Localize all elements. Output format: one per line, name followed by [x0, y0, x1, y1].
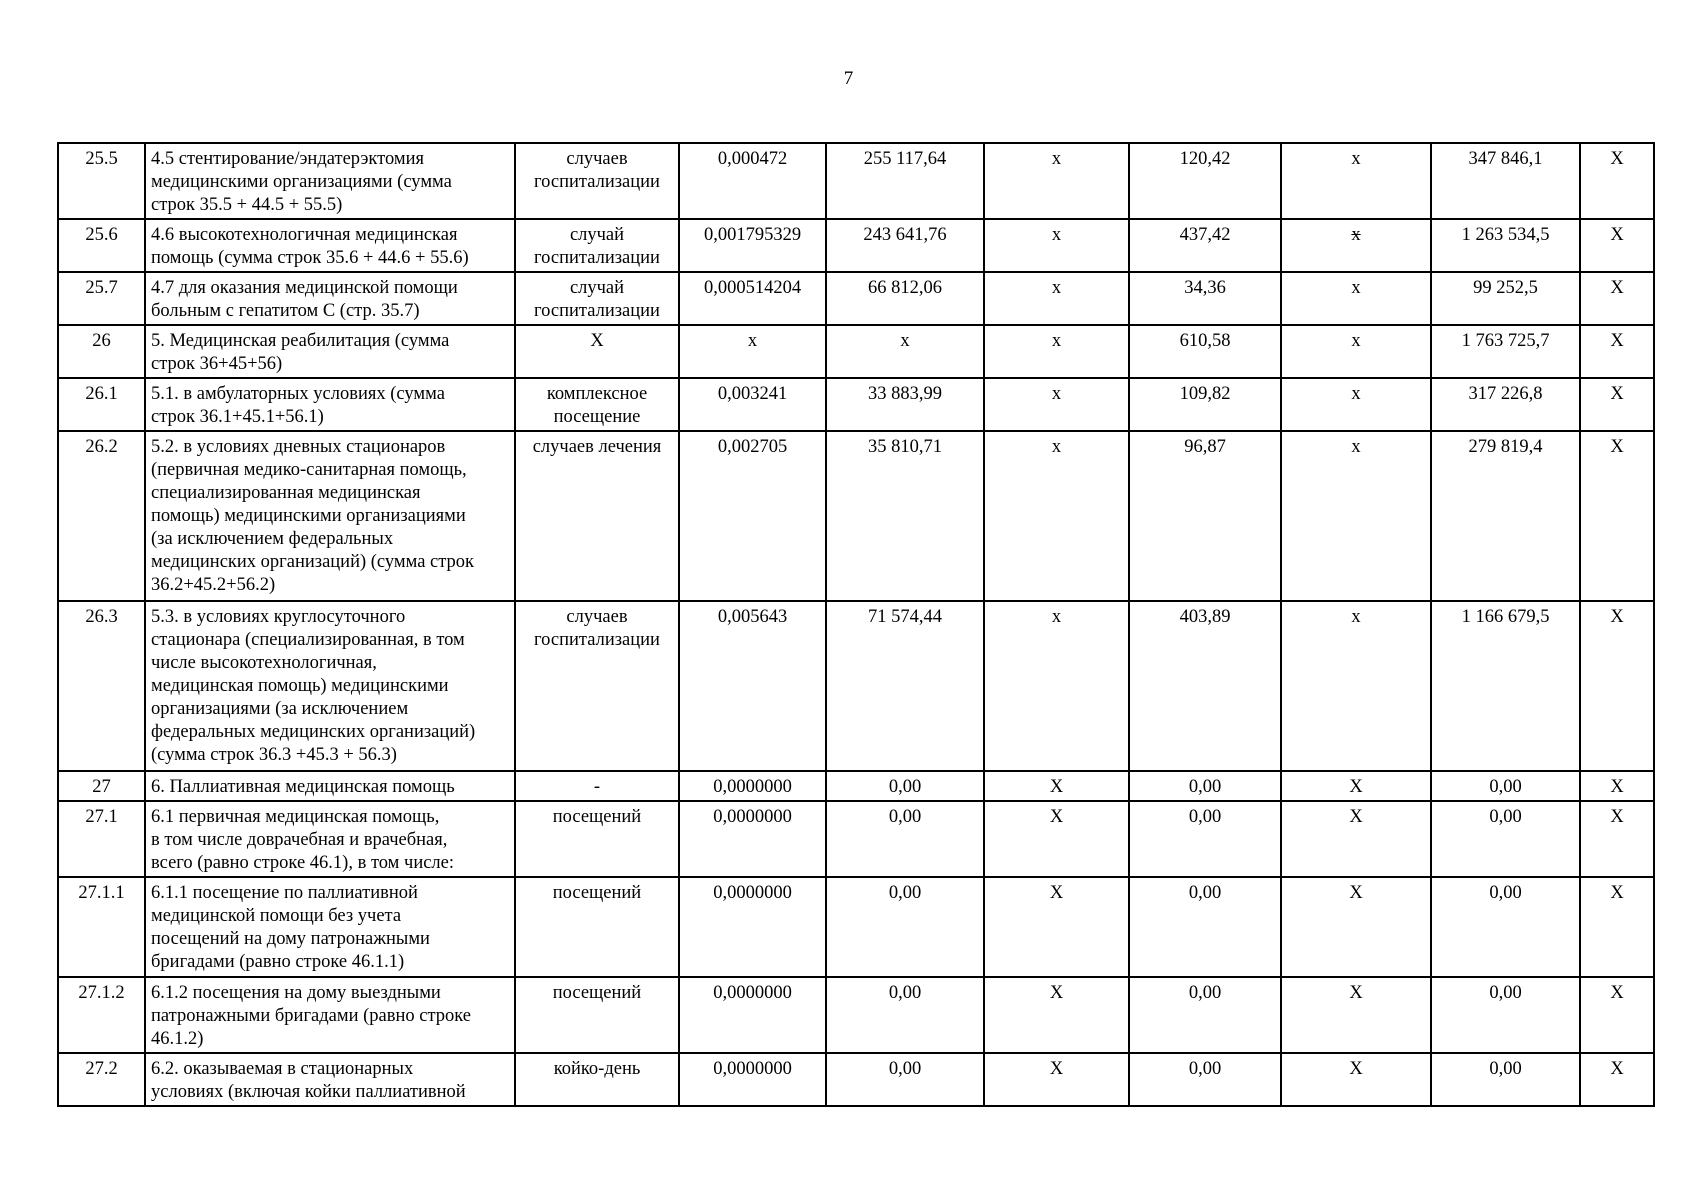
row-number-text: 26	[92, 331, 111, 351]
value-cell	[1281, 378, 1431, 431]
value-text: 0,00	[888, 883, 922, 903]
value-cell	[1281, 801, 1431, 877]
row-number-cell	[58, 431, 145, 601]
value-cell	[1580, 771, 1654, 801]
row-number-text: 26.2	[85, 437, 118, 457]
value-cell	[1580, 325, 1654, 378]
unit-cell	[515, 219, 679, 272]
unit-line: случай	[569, 225, 625, 245]
unit-cell	[515, 431, 679, 601]
value-text: X	[1610, 607, 1624, 627]
value-text: 279 819,4	[1468, 437, 1543, 457]
unit-line: X	[590, 331, 604, 351]
row-number-cell	[58, 143, 145, 219]
value-text: X	[1049, 777, 1064, 797]
value-text: 0,0000000	[713, 807, 792, 827]
value-cell	[826, 431, 984, 601]
value-text: 255 117,64	[863, 149, 947, 169]
value-cell	[984, 801, 1129, 877]
value-cell	[1281, 272, 1431, 325]
value-cell	[1129, 601, 1281, 771]
description-line: патронажными бригадами (равно строке	[151, 1006, 472, 1026]
description-line: всего (равно строке 46.1), в том числе:	[151, 853, 455, 873]
value-cell	[1580, 601, 1654, 771]
value-cell	[1431, 977, 1580, 1053]
row-number-text: 27	[92, 777, 111, 797]
description-line: больным с гепатитом С (стр. 35.7)	[151, 301, 420, 321]
row-number-cell	[58, 877, 145, 977]
value-cell	[1580, 272, 1654, 325]
value-text: 0,00	[1188, 1059, 1222, 1079]
unit-cell	[515, 143, 679, 219]
table-row	[58, 219, 1654, 272]
value-text: 109,82	[1179, 384, 1231, 404]
value-cell	[1129, 325, 1281, 378]
row-number-text: 27.1.1	[78, 883, 125, 903]
value-cell	[679, 877, 826, 977]
value-text: 0,00	[888, 807, 922, 827]
value-cell	[1129, 378, 1281, 431]
value-text: X	[1610, 437, 1624, 457]
value-cell	[1281, 601, 1431, 771]
unit-cell	[515, 771, 679, 801]
description-line: условиях (включая койки паллиативной	[151, 1082, 466, 1102]
value-cell	[679, 801, 826, 877]
value-text: 1 166 679,5	[1461, 607, 1550, 627]
row-number-text: 25.5	[85, 149, 118, 169]
value-cell	[984, 325, 1129, 378]
unit-line: посещение	[553, 407, 641, 427]
value-text: x	[1051, 331, 1062, 351]
description-line: помощь) медицинскими организациями	[151, 506, 466, 526]
description-line: 36.2+45.2+56.2)	[151, 575, 276, 595]
value-text: 96,87	[1184, 437, 1226, 457]
unit-line: случаев	[566, 149, 628, 169]
unit-line: посещений	[552, 983, 642, 1003]
value-text: 0,00	[1489, 883, 1522, 903]
value-cell	[679, 143, 826, 219]
value-text: x	[1051, 225, 1062, 245]
row-number-text: 25.7	[85, 278, 118, 298]
description-cell	[145, 1053, 515, 1106]
value-text: 0,0000000	[713, 983, 792, 1003]
page-number: 7	[843, 68, 854, 89]
value-text: x	[1351, 149, 1361, 169]
value-cell	[1431, 877, 1580, 977]
unit-line: случаев	[566, 607, 628, 627]
value-text: 0,00	[1188, 983, 1222, 1003]
value-text: x	[1351, 331, 1361, 351]
value-text: X	[1610, 225, 1624, 245]
value-cell	[826, 219, 984, 272]
value-text: X	[1349, 777, 1363, 797]
value-text: x	[1051, 149, 1062, 169]
description-cell	[145, 771, 515, 801]
value-text: X	[1610, 384, 1624, 404]
value-text: x	[1351, 225, 1361, 245]
description-cell	[145, 378, 515, 431]
unit-cell	[515, 801, 679, 877]
value-text: X	[1049, 983, 1064, 1003]
value-cell	[984, 601, 1129, 771]
value-text: 0,003241	[717, 384, 788, 404]
value-cell	[1129, 877, 1281, 977]
value-cell	[984, 1053, 1129, 1106]
description-cell	[145, 801, 515, 877]
unit-line: комплексное	[546, 384, 648, 404]
description-line: 5.2. в условиях дневных стационаров	[151, 437, 446, 457]
value-cell	[679, 1053, 826, 1106]
value-text: 1 763 725,7	[1461, 331, 1550, 351]
row-number-text: 26.1	[85, 384, 118, 404]
value-text: 0,00	[1188, 807, 1222, 827]
unit-line: посещений	[552, 883, 642, 903]
description-line: помощь (сумма строк 35.6 + 44.6 + 55.6)	[151, 248, 469, 268]
description-line: 5.1. в амбулаторных условиях (сумма	[151, 384, 445, 404]
value-text: 610,58	[1179, 331, 1231, 351]
value-text: X	[1610, 331, 1624, 351]
value-text: 403,89	[1179, 607, 1231, 627]
unit-line: случай	[569, 278, 625, 298]
value-cell	[826, 877, 984, 977]
table-row	[58, 801, 1654, 877]
row-number-cell	[58, 378, 145, 431]
description-cell	[145, 219, 515, 272]
description-line: строк 36+45+56)	[151, 354, 283, 374]
value-text: X	[1610, 883, 1624, 903]
value-cell	[1580, 977, 1654, 1053]
table-row	[58, 378, 1654, 431]
value-cell	[826, 143, 984, 219]
value-text: x	[1351, 384, 1361, 404]
value-text: 0,00	[888, 777, 922, 797]
value-cell	[1129, 1053, 1281, 1106]
row-number-cell	[58, 801, 145, 877]
table-row	[58, 272, 1654, 325]
description-line: стационара (специализированная, в том	[151, 630, 465, 650]
value-text: X	[1349, 983, 1363, 1003]
value-text: X	[1349, 883, 1363, 903]
description-line: 6.1.2 посещения на дому выездными	[151, 983, 441, 1003]
value-cell	[826, 378, 984, 431]
value-text: 0,0000000	[713, 777, 792, 797]
value-cell	[1431, 801, 1580, 877]
value-text: 66 812,06	[868, 278, 942, 298]
value-cell	[1129, 272, 1281, 325]
unit-line: госпитализации	[534, 248, 660, 268]
description-line: 4.5 стентирование/эндатерэктомия	[151, 149, 425, 169]
unit-line: случаев лечения	[532, 437, 662, 457]
value-text: x	[1051, 384, 1062, 404]
value-cell	[1431, 272, 1580, 325]
value-cell	[1431, 771, 1580, 801]
value-text: X	[1610, 983, 1624, 1003]
unit-cell	[515, 601, 679, 771]
unit-cell	[515, 977, 679, 1053]
value-text: 0,00	[1489, 983, 1522, 1003]
value-cell	[826, 977, 984, 1053]
data-table	[57, 142, 1655, 1107]
value-cell	[1431, 1053, 1580, 1106]
value-text: 347 846,1	[1468, 149, 1543, 169]
description-line: 4.7 для оказания медицинской помощи	[151, 278, 458, 298]
description-line: строк 35.5 + 44.5 + 55.5)	[151, 195, 343, 215]
description-line: 6. Паллиативная медицинская помощь	[151, 777, 455, 797]
table-row	[58, 143, 1654, 219]
row-number-text: 26.3	[85, 607, 118, 627]
value-text: 0,00	[1489, 777, 1522, 797]
value-cell	[984, 378, 1129, 431]
description-line: медицинскими организациями (сумма	[151, 172, 452, 192]
value-text: X	[1349, 807, 1363, 827]
description-cell	[145, 977, 515, 1053]
unit-cell	[515, 325, 679, 378]
value-cell	[1281, 977, 1431, 1053]
value-cell	[1281, 143, 1431, 219]
unit-cell	[515, 378, 679, 431]
description-line: (первичная медико-санитарная помощь,	[151, 460, 467, 480]
value-text: 0,0000000	[713, 1059, 792, 1079]
value-cell	[1431, 431, 1580, 601]
value-cell	[826, 601, 984, 771]
value-cell	[984, 431, 1129, 601]
value-cell	[1129, 977, 1281, 1053]
value-cell	[984, 143, 1129, 219]
value-cell	[1129, 219, 1281, 272]
value-text: 0,001795329	[703, 225, 802, 245]
row-number-cell	[58, 771, 145, 801]
value-text: 0,002705	[717, 437, 788, 457]
value-text: 99 252,5	[1473, 278, 1538, 298]
description-cell	[145, 877, 515, 977]
value-cell	[1281, 771, 1431, 801]
value-text: X	[1610, 807, 1624, 827]
unit-line: посещений	[552, 807, 642, 827]
value-cell	[679, 325, 826, 378]
description-cell	[145, 272, 515, 325]
value-text: x	[747, 331, 758, 351]
value-cell	[1580, 378, 1654, 431]
row-number-cell	[58, 219, 145, 272]
description-line: 5. Медицинская реабилитация (сумма	[151, 331, 450, 351]
description-line: 6.1 первичная медицинская помощь,	[151, 807, 440, 827]
value-text: 33 883,99	[868, 384, 942, 404]
value-text: 437,42	[1179, 225, 1231, 245]
value-cell	[1580, 143, 1654, 219]
value-text: x	[1051, 437, 1062, 457]
value-text: 120,42	[1179, 149, 1231, 169]
value-text: 0,00	[1188, 883, 1222, 903]
description-line: медицинской помощи без учета	[151, 906, 402, 926]
value-cell	[1129, 143, 1281, 219]
value-cell	[1129, 431, 1281, 601]
table-row	[58, 1053, 1654, 1106]
value-text: x	[1351, 437, 1361, 457]
description-line: в том числе доврачебная и врачебная,	[151, 830, 448, 850]
description-line: (за исключением федеральных	[151, 529, 394, 549]
unit-line: госпитализации	[534, 630, 660, 650]
value-text: x	[1051, 607, 1062, 627]
row-number-cell	[58, 325, 145, 378]
value-cell	[1580, 1053, 1654, 1106]
value-cell	[679, 219, 826, 272]
value-cell	[1129, 771, 1281, 801]
value-cell	[679, 272, 826, 325]
value-text: 0,000472	[717, 149, 788, 169]
value-text: 71 574,44	[868, 607, 942, 627]
description-line: организациями (за исключением	[151, 699, 409, 719]
unit-cell	[515, 1053, 679, 1106]
value-cell	[1580, 219, 1654, 272]
value-cell	[984, 877, 1129, 977]
value-text: x	[1051, 278, 1062, 298]
value-cell	[826, 801, 984, 877]
value-text: X	[1049, 883, 1064, 903]
description-cell	[145, 325, 515, 378]
value-cell	[1281, 219, 1431, 272]
value-cell	[826, 272, 984, 325]
row-number-text: 25.6	[85, 225, 118, 245]
row-number-cell	[58, 601, 145, 771]
table-row	[58, 771, 1654, 801]
description-line: медицинских организаций) (сумма строк	[151, 552, 475, 572]
value-text: x	[1351, 278, 1361, 298]
description-line: 46.1.2)	[151, 1029, 204, 1049]
table-row	[58, 325, 1654, 378]
value-text: 0,000514204	[703, 278, 802, 298]
description-line: бригадами (равно строке 46.1.1)	[151, 952, 405, 972]
value-cell	[984, 272, 1129, 325]
value-cell	[679, 977, 826, 1053]
value-text: 0,00	[1489, 807, 1522, 827]
table-row	[58, 877, 1654, 977]
value-text: X	[1349, 1059, 1363, 1079]
value-text: X	[1049, 1059, 1064, 1079]
description-line: специализированная медицинская	[151, 483, 421, 503]
value-text: x	[900, 331, 910, 351]
value-text: X	[1610, 149, 1624, 169]
row-number-text: 27.2	[85, 1059, 118, 1079]
value-text: 34,36	[1184, 278, 1226, 298]
description-cell	[145, 601, 515, 771]
row-number-text: 27.1.2	[78, 983, 125, 1003]
value-text: 0,00	[888, 983, 922, 1003]
row-number-cell	[58, 977, 145, 1053]
value-cell	[679, 378, 826, 431]
value-cell	[1281, 325, 1431, 378]
description-line: строк 36.1+45.1+56.1)	[151, 407, 324, 427]
value-cell	[1431, 219, 1580, 272]
unit-cell	[515, 877, 679, 977]
table-row	[58, 977, 1654, 1053]
value-cell	[826, 325, 984, 378]
value-text: 1 263 534,5	[1461, 225, 1550, 245]
description-cell	[145, 143, 515, 219]
value-cell	[1431, 378, 1580, 431]
value-text: 0,005643	[717, 607, 788, 627]
value-cell	[1580, 801, 1654, 877]
value-cell	[1431, 143, 1580, 219]
value-cell	[1580, 877, 1654, 977]
unit-line: -	[593, 777, 601, 797]
unit-cell	[515, 272, 679, 325]
description-line: посещений на дому патронажными	[151, 929, 430, 949]
table-row	[58, 431, 1654, 601]
table-row	[58, 601, 1654, 771]
value-text: x	[1351, 607, 1361, 627]
description-line: 4.6 высокотехнологичная медицинская	[151, 225, 458, 245]
unit-line: госпитализации	[534, 172, 660, 192]
value-cell	[679, 601, 826, 771]
value-cell	[1281, 877, 1431, 977]
description-line: медицинская помощь) медицинскими	[151, 676, 449, 696]
value-cell	[984, 771, 1129, 801]
value-text: 243 641,76	[863, 225, 947, 245]
value-text: 0,00	[888, 1059, 922, 1079]
value-cell	[1281, 1053, 1431, 1106]
description-line: 6.1.1 посещение по паллиативной	[151, 883, 418, 903]
unit-line: койко-день	[553, 1059, 641, 1079]
row-number-cell	[58, 1053, 145, 1106]
value-cell	[826, 1053, 984, 1106]
unit-line: госпитализации	[534, 301, 660, 321]
value-text: 317 226,8	[1468, 384, 1543, 404]
value-text: 0,0000000	[713, 883, 792, 903]
value-text: X	[1049, 807, 1064, 827]
value-cell	[1431, 325, 1580, 378]
value-cell	[826, 771, 984, 801]
value-text: X	[1610, 278, 1624, 298]
value-text: X	[1610, 777, 1624, 797]
value-text: 0,00	[1489, 1059, 1522, 1079]
value-cell	[1281, 431, 1431, 601]
value-text: 0,00	[1188, 777, 1222, 797]
description-line: (сумма строк 36.3 +45.3 + 56.3)	[151, 745, 397, 765]
value-cell	[1129, 801, 1281, 877]
value-cell	[679, 771, 826, 801]
row-number-text: 27.1	[85, 807, 118, 827]
description-line: федеральных медицинских организаций)	[151, 722, 476, 742]
value-text: X	[1610, 1059, 1624, 1079]
value-cell	[984, 219, 1129, 272]
value-text: 35 810,71	[868, 437, 942, 457]
value-cell	[1580, 431, 1654, 601]
value-cell	[679, 431, 826, 601]
value-cell	[1431, 601, 1580, 771]
value-cell	[984, 977, 1129, 1053]
description-cell	[145, 431, 515, 601]
description-line: 6.2. оказываемая в стационарных	[151, 1059, 414, 1079]
description-line: 5.3. в условиях круглосуточного	[151, 607, 406, 627]
row-number-cell	[58, 272, 145, 325]
description-line: числе высокотехнологичная,	[151, 653, 377, 673]
